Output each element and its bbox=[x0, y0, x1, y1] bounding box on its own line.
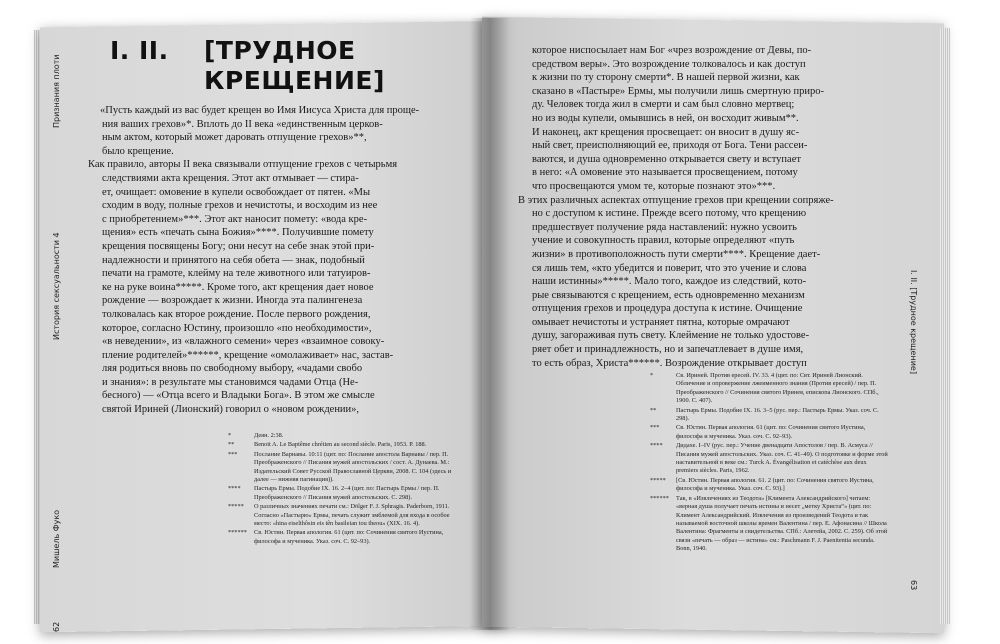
body-line: наши истинны»*****. Мало того, каждое из следствий, кото- bbox=[532, 276, 807, 288]
body-line: и знания»: в результате мы становимся чадами Отца (Не- bbox=[102, 376, 359, 388]
body-line: к жизни по ту сторону смерти*. В нашей первой жизни, как bbox=[532, 72, 800, 84]
footnote-text: Пастырь Ермы. Подобие IX. 16. 3–5 (рус. пер.: Пастырь Ермы. Указ. соч. С. 298). bbox=[676, 406, 879, 423]
heading-number: I. II. bbox=[110, 36, 169, 65]
footnote bbox=[650, 477, 890, 494]
body-line: предшествует получение ряда наставлений: нужно усвоить bbox=[532, 221, 797, 233]
body-line: ния ваших грехов»*. Вплоть до II века «единственным церков- bbox=[102, 118, 383, 130]
body-line: надлежности и принятого на себя обета — знак, подобный bbox=[102, 254, 365, 266]
body-line: сходим в воду, полные грехов и нечистоты, и восходим из нее bbox=[102, 200, 378, 212]
body-line: ваются, и душа одновременно открывается свету и вступает bbox=[532, 153, 801, 165]
right-body-text bbox=[518, 44, 890, 370]
footnote-text: Деян. 2:38. bbox=[254, 432, 284, 439]
body-line: ляя родиться вновь по свободному выбору, «чадами свобо bbox=[102, 363, 363, 375]
footnote-mark: ****** bbox=[228, 529, 247, 537]
body-line: следствиями акта крещения. Этот акт отмывает — стира- bbox=[102, 172, 359, 184]
body-line: но из воды купели, омывшись в ней, он восходит живым**. bbox=[532, 112, 799, 124]
body-line: щения» есть «печать сына Божия»****. Получившие помету bbox=[102, 227, 374, 239]
footnote-text: [Св. Юстин. Первая апология. 61. 2 (цит. по: Сочинения святого Иустина, философа и мученика. Указ. соч. С. 93).] bbox=[676, 476, 874, 493]
left-body-text bbox=[88, 104, 466, 417]
footnote bbox=[650, 424, 890, 441]
footnote-mark: ***** bbox=[650, 476, 666, 484]
left-section-label: История сексуальности 4 bbox=[52, 232, 61, 340]
body-line: бесного) — «Отца всего и Владыки Бога». В этом же смысле bbox=[102, 390, 375, 402]
body-line: с приобретением»***. Этот акт наносит помету: «вода кре- bbox=[102, 213, 368, 225]
heading-title-line1: [ТРУДНОЕ bbox=[204, 36, 356, 65]
body-line: Как правило, авторы II века связывали отпущение грехов с четырьмя bbox=[88, 159, 398, 171]
body-line: печати на грамоте, клейму на теле животного или татуиров- bbox=[102, 268, 371, 280]
footnote bbox=[228, 485, 458, 502]
body-line: ным актом, который может даровать отпущение грехов»**, bbox=[102, 132, 367, 144]
chapter-heading bbox=[110, 36, 470, 96]
body-line: ке на руке воина*****. Кроме того, акт крещения дает новое bbox=[102, 281, 374, 293]
body-line: рые связываются с крещением, есть одновременно механизм bbox=[532, 289, 805, 301]
body-line: но с доступом к истине. Прежде всего потому, что крещению bbox=[532, 208, 807, 220]
footnote-text: Св. Юстин. Первая апология. 61 (цит. по: Сочинения святого Иустина, философа и мученика. Указ. соч. С. 92–93). bbox=[254, 529, 444, 545]
book-gutter bbox=[470, 18, 510, 630]
footnote-text: Св. Ириней. Против ересей. IV. 33. 4 (цит. по: Свт. Ириней Лионский. Обличение и опровержение лжеименного знания (Против ересей) / пер. П. Преображенского // Сочинения святого Иринея, епископа Лионского. СПб., 1900. С. 407). bbox=[676, 372, 879, 405]
body-line: омывает нечистоты и устраняет пятна, которые омрачают bbox=[532, 316, 790, 328]
left-footnotes bbox=[228, 432, 458, 547]
footnote-mark: ****** bbox=[650, 494, 669, 502]
footnote-mark: * bbox=[650, 372, 654, 379]
footnote-mark: * bbox=[228, 432, 232, 439]
body-line: которое, согласно Юстину, произошло «по необходимости», bbox=[102, 322, 372, 334]
right-running-head: I. II. [Трудное крещение] bbox=[909, 270, 918, 374]
footnote bbox=[228, 451, 458, 485]
left-author: Мишель Фуко bbox=[52, 509, 61, 568]
footnote-mark: ** bbox=[228, 441, 235, 449]
footnote-text: О различных значениях печати см.: Dölger F. J. Sphragis. Paderborn, 1911. Согласно «Пастырю» Ермы, печать служит эмблемой для входа в особое место: «hina eiselthôsin eis tên basileian tou theou» (XIX. 16. 4). bbox=[254, 503, 450, 528]
footnote bbox=[650, 407, 890, 424]
body-line: крещения посвящены Богу; они несут на себе знак этой при- bbox=[102, 240, 375, 252]
body-line: толковалась как второе рождение. После первого рождения, bbox=[102, 308, 371, 320]
body-line: пление родителей»******, крещение «омолаживает» нас, застав- bbox=[102, 349, 394, 361]
footnote-mark: ** bbox=[650, 406, 657, 414]
left-running-head: Признания плоти bbox=[52, 54, 61, 128]
body-line: отпущения грехов и процедура доступа к истине. Очищение bbox=[532, 303, 803, 315]
footnote-mark: **** bbox=[228, 485, 241, 493]
body-line: в него: «А омовение это называется просвещением, потому bbox=[532, 167, 798, 179]
body-line: средством веры». Это возрождение толковалось и как доступ bbox=[532, 58, 806, 70]
body-line: которое ниспосылает нам Бог «чрез возрождение от Девы, по- bbox=[532, 45, 812, 56]
body-line: было крещение. bbox=[102, 145, 174, 157]
footnote bbox=[228, 503, 458, 528]
footnote-mark: *** bbox=[650, 424, 660, 432]
footnote-text: Послание Варнавы. 10:11 (цит. по: Послание апостола Варнавы / пер. П. Преображенского // Писания мужей апостольских / сост. А. Дунаева. М.: Издательский Совет Русской Православной Церкви, 2008. С. 104 (здесь и далее — нижняя пагинация)). bbox=[254, 450, 452, 484]
body-line: жизни» в противоположность пути смерти****. Крещение дает- bbox=[532, 248, 821, 260]
right-page-number: 63 bbox=[909, 580, 918, 591]
body-line: И наконец, акт крещения просвещает: он вносит в душу яс- bbox=[532, 126, 800, 138]
footnote-text: Так, в «Извлечениях из Теодота» [Климента Александрийского] читаем: «верная душа получает печать истины и несет „метку Христа“» (цит. по: Климент Александрийский. Извлечения из произведений Теодота и так называемой восточной школы времен Валентина / пер. Е. Афонасина // Школа Валентина: Фрагменты и свидетельства. СПб.: Алетейа, 2002. С. 259). Об этой связи «печать — образ — истина» см.: Paschmann F. J. Paenitentia secunda. Bonn, 1940. bbox=[676, 494, 888, 553]
body-line: душу, загораживая путь свету. Клеймение не только удостове- bbox=[532, 330, 810, 342]
body-line: учение и совокупность правил, которые определяют «путь bbox=[532, 235, 795, 247]
right-page-edges bbox=[940, 28, 950, 624]
body-line: ду. Человек тогда жил в смерти и сам был словно мертвец; bbox=[532, 99, 795, 111]
body-line: ный свет, преисполняющий ее, приходя от Бога. Тени рассеи- bbox=[532, 140, 808, 152]
body-line: рождение — возрождает к жизни. Иногда эта палингенеза bbox=[102, 295, 363, 307]
body-line: «в неведении», из «влажного семени» через «взаимное совоку- bbox=[102, 336, 385, 348]
footnote bbox=[228, 529, 458, 546]
body-line: «Пусть каждый из вас будет крещен во Имя Иисуса Христа для проще- bbox=[100, 105, 420, 116]
footnote bbox=[228, 441, 458, 449]
body-line: ет, очищает: омовение в купели освобождает от пятен. «Мы bbox=[102, 186, 371, 198]
footnote-mark: *** bbox=[228, 450, 238, 458]
body-line: ся лишь тем, «кто убедится и поверит, что это учение и слова bbox=[532, 262, 807, 274]
heading-title-line2: КРЕЩЕНИЕ] bbox=[204, 66, 385, 95]
right-footnotes bbox=[650, 372, 890, 555]
body-line: сказано в «Пастыре» Ермы, мы получили лишь смертную приро- bbox=[532, 85, 824, 97]
body-line: то есть образ, Христа******. Возрождение открывает доступ bbox=[532, 357, 807, 369]
body-line: ряет обет и принадлежность, но и запечатлевает в душе имя, bbox=[532, 344, 804, 356]
footnote-mark: **** bbox=[650, 442, 663, 450]
body-line: что просвещаются умом те, которые познают это»***. bbox=[532, 180, 776, 192]
footnote-text: Св. Юстин. Первая апология. 61 (цит. по: Сочинения святого Иустина, философа и мученика. Указ. соч. С. 92–93). bbox=[676, 424, 866, 440]
footnote bbox=[650, 442, 890, 476]
body-line: святой Ириней (Лионский) говорил о «новом рождении», bbox=[102, 404, 360, 416]
footnote-text: Пастырь Ермы. Подобие IX. 16. 2–4 (цит. по: Пастырь Ермы / пер. П. Преображенского // Писания мужей апостольских. С. 298). bbox=[254, 485, 440, 501]
footnote-text: Дидахе. I–IV (рус. пер.: Учение двенадцати Апостолов / пер. В. Асмуса // Писания мужей апостольских. Указ. соч. С. 41–49). О подготовке и форме этой наставительной в веке см.: Turck A. Évangélisation et catéchèse aux deux premiers siècles. Paris, 1962. bbox=[676, 442, 888, 475]
footnote bbox=[228, 432, 458, 440]
footnote bbox=[650, 495, 890, 554]
footnote-mark: ***** bbox=[228, 503, 244, 511]
footnote bbox=[650, 372, 890, 406]
left-page-number: 62 bbox=[52, 621, 61, 632]
footnote-text: Benoit A. Le Baptême chrétien au second siècle. Paris, 1953. P. 188. bbox=[254, 441, 427, 449]
body-line: В этих различных аспектах отпущение грехов при крещении сопряже- bbox=[518, 194, 834, 206]
